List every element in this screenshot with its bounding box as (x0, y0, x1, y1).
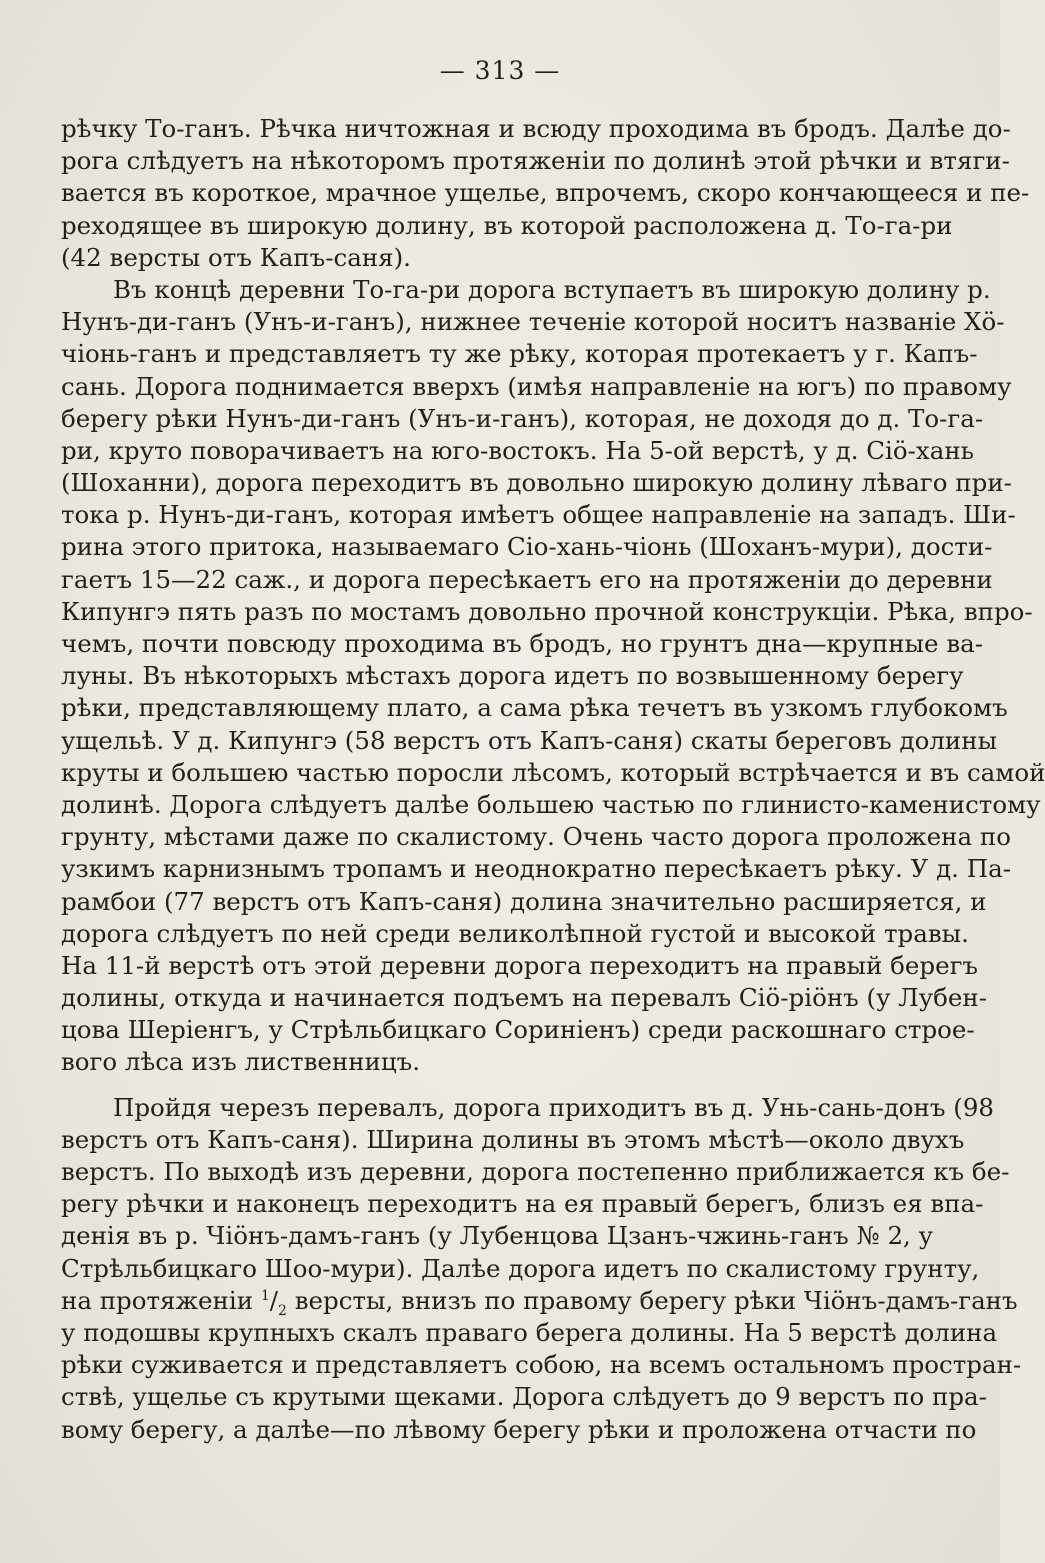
text-line: реходящее въ широкую долину, въ которой расположена д. То-га-ри (61, 210, 953, 240)
text-line: (42 версты отъ Капъ-саня). (61, 242, 411, 272)
text-line: чемъ, почти повсюду проходима въ бродъ, но грунтъ дна—крупные ва- (61, 629, 983, 658)
text-line: (Шоханни), дорога переходитъ въ довольно широкую долину лѣваго при- (61, 468, 1012, 498)
fraction-denominator: 2 (278, 1302, 287, 1319)
text-line: ствѣ, ущелье съ крутыми щеками. Дорога слѣдуетъ до 9 верстъ по пра- (61, 1382, 987, 1412)
text-line: рѣчку То-ганъ. Рѣчка ничтожная и всюду проходима въ бродъ. Далѣе до- (61, 114, 1011, 143)
text-line: Пройдя черезъ перевалъ, дорога приходитъ въ д. Унь-сань-донъ (98 (113, 1092, 994, 1122)
fraction-slash: / (269, 1285, 279, 1315)
text-line: луны. Въ нѣкоторыхъ мѣстахъ дорога идетъ по возвышенному берегу (61, 661, 964, 691)
text-line: долинѣ. Дорога слѣдуетъ далѣе большею частью по глинисто-каменистому (61, 789, 1041, 819)
text-line: узкимъ карнизнымъ тропамъ и неоднократно пересѣкаетъ рѣку. У д. Па- (61, 854, 1011, 884)
text-line: цова Шерiенгъ, у Стрѣльбицкаго Соринiенъ) среди раскошнаго строе- (61, 1015, 975, 1045)
text-line: тока р. Нунъ-ди-ганъ, которая имѣетъ общее направленiе на западъ. Ши- (61, 500, 1016, 530)
text-line: рога слѣдуетъ на нѣкоторомъ протяженiи по долинѣ этой рѣчки и втяги- (61, 146, 1010, 176)
text-line: грунту, мѣстами даже по скалистому. Очень часто дорога проложена по (61, 822, 1011, 852)
text-line: ущельѣ. У д. Кипунгэ (58 верстъ отъ Капъ-саня) скаты береговъ долины (61, 725, 998, 755)
text-line: верстъ. По выходѣ изъ деревни, дорога постепенно приближается къ бе- (61, 1157, 1010, 1186)
text-line: верстъ отъ Капъ-саня). Ширина долины въ этомъ мѣстѣ—около двухъ (61, 1124, 965, 1154)
fraction-numerator: 1 (260, 1287, 270, 1304)
text-line: вается въ короткое, мрачное ущелье, впрочемъ, скоро кончающееся и пе- (61, 178, 1030, 208)
text-line: долины, откуда и начинается подъемъ на перевалъ Сiö-рiöнъ (у Лубен- (61, 983, 987, 1013)
text-line: Кипунгэ пять разъ по мостамъ довольно прочной конструкцiи. Рѣка, впро- (61, 596, 1033, 626)
page-number: — 313 — (439, 56, 561, 85)
text-line: денiя въ р. Чiöнъ-дамъ-ганъ (у Лубенцова Цзанъ-чжинь-ганъ № 2, у (61, 1221, 934, 1251)
text-line: чiонь-ганъ и представляетъ ту же рѣку, которая протекаетъ у г. Капъ- (61, 339, 978, 369)
text-line: круты и большею частью поросли лѣсомъ, который встрѣчается и въ самой (61, 757, 1045, 787)
text-line-with-fraction (61, 1285, 1018, 1319)
text-line: рѣки, представляющему плато, а сама рѣка течетъ въ узкомъ глубокомъ (61, 693, 1008, 723)
text-line: ри, круто поворачиваетъ на юго-востокъ. На 5-ой верстѣ, у д. Сiö-хань (61, 435, 974, 465)
text-line: Въ концѣ деревни То-га-ри дорога вступаетъ въ широкую долину р. (113, 274, 991, 304)
body-text (61, 113, 1045, 1446)
text-line: у подошвы крупныхъ скалъ праваго берега долины. На 5 верстѣ долина (61, 1317, 998, 1347)
text-line: На 11-й верстѣ отъ этой деревни дорога переходитъ на правый берегъ (61, 950, 979, 980)
text-line: дорога слѣдуетъ по ней среди великолѣпной густой и высокой травы. (61, 918, 969, 948)
text-line: вого лѣса изъ лиственницъ. (61, 1047, 421, 1077)
text-line: сань. Дорога поднимается вверхъ (имѣя направленiе на югъ) по правому (61, 371, 1012, 401)
text-line: рѣки суживается и представляетъ собою, на всемъ остальномъ простран- (61, 1350, 1022, 1380)
text-line: регу рѣчки и наконецъ переходитъ на ея правый берегъ, близъ ея впа- (61, 1189, 984, 1219)
text-fragment: версты, внизъ по правому берегу рѣки Чiöнъ-дамъ-ганъ (294, 1285, 1018, 1315)
text-line: берегу рѣки Нунъ-ди-ганъ (Унъ-и-ганъ), которая, не доходя до д. То-га- (61, 403, 984, 433)
text-line: вому берегу, а далѣе—по лѣвому берегу рѣки и проложена отчасти по (61, 1414, 977, 1444)
text-line: рамбои (77 верстъ отъ Капъ-саня) долина значительно расширяется, и (61, 886, 987, 916)
text-line: гаетъ 15—22 саж., и дорога пересѣкаетъ его на протяженiи до деревни (61, 564, 993, 594)
text-line: рина этого притока, называемаго Сiо-хань-чiонь (Шоханъ-мури), дости- (61, 532, 993, 562)
text-fragment: на протяженiи (61, 1285, 254, 1315)
text-line: Стрѣльбицкаго Шоо-мури). Далѣе дорога идетъ по скалистому грунту, (61, 1253, 980, 1283)
text-line: Нунъ-ди-ганъ (Унъ-и-ганъ), нижнее теченiе которой носитъ названiе Хö- (61, 307, 1005, 337)
